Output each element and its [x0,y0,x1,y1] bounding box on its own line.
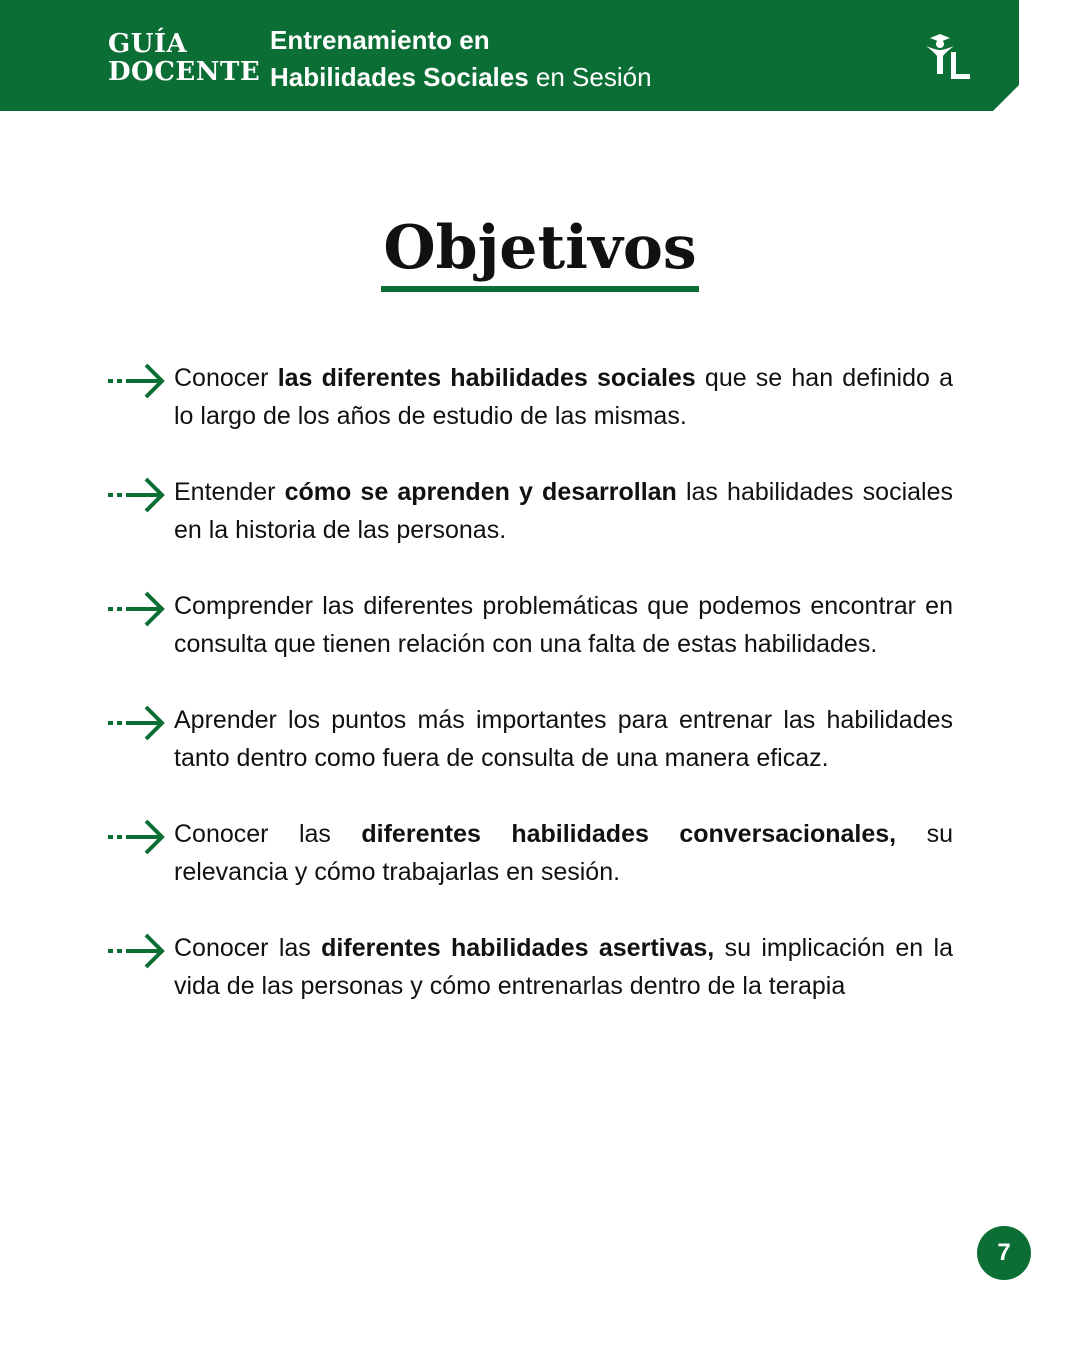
header-title-bold: Habilidades Sociales [270,62,529,92]
dashed-arrow-icon [108,477,166,513]
objective-segment: Conocer las [174,934,322,962]
dashed-arrow-icon [108,705,166,741]
dashed-arrow-icon [108,819,166,855]
list-item [108,473,953,549]
objective-text [174,587,953,663]
dashed-arrow-icon [108,933,166,969]
guide-label [108,30,260,86]
objective-segment: su relevancia y cómo trabajarlas en sesión. [174,820,953,886]
objective-emphasis: diferentes habilidades asertivas, [321,934,715,962]
objective-segment: Comprender las diferentes problemáticas que podemos encontrar en consulta que tienen relación con una falta de estas habilidades. [174,592,953,658]
objective-emphasis: cómo se aprenden y desarrollan [284,478,677,506]
objective-segment: Conocer [174,364,278,392]
objective-text [174,929,953,1005]
objective-segment: Entender [174,478,285,506]
objective-text [174,701,953,777]
objective-segment: Aprender los puntos más importantes para entrenar las habilidades tanto dentro como fuera de consulta de una manera eficaz. [174,706,953,772]
header-title [270,22,652,96]
header-title-line1: Entrenamiento en [270,25,490,55]
graduate-logo-icon [924,34,974,82]
objective-segment: que se han definido a lo largo de los años de estudio de las mismas. [174,364,953,430]
list-item [108,701,953,777]
objectives-list [108,359,953,1043]
objective-text [174,359,953,435]
list-item [108,815,953,891]
page-number-badge: 7 [977,1226,1031,1280]
section-title [0,210,1080,292]
objective-text [174,815,953,891]
objective-emphasis: las diferentes habilidades sociales [277,364,696,392]
objective-emphasis: diferentes habilidades conversacionales, [361,820,897,848]
guide-label-line2: DOCENTE [108,57,261,87]
header-title-rest: en Sesión [528,62,652,92]
objective-text [174,473,953,549]
list-item [108,359,953,435]
objective-segment: las habilidades sociales en la historia de las personas. [174,478,953,544]
section-title-text: Objetivos [381,210,698,292]
guide-label-line1: GUÍA [108,29,188,59]
list-item [108,929,953,1005]
dashed-arrow-icon [108,363,166,399]
objective-segment: su implicación en la vida de las personas y cómo entrenarlas dentro de la terapia [174,934,953,1000]
dashed-arrow-icon [108,591,166,627]
list-item [108,587,953,663]
objective-segment: Conocer las [174,820,362,848]
